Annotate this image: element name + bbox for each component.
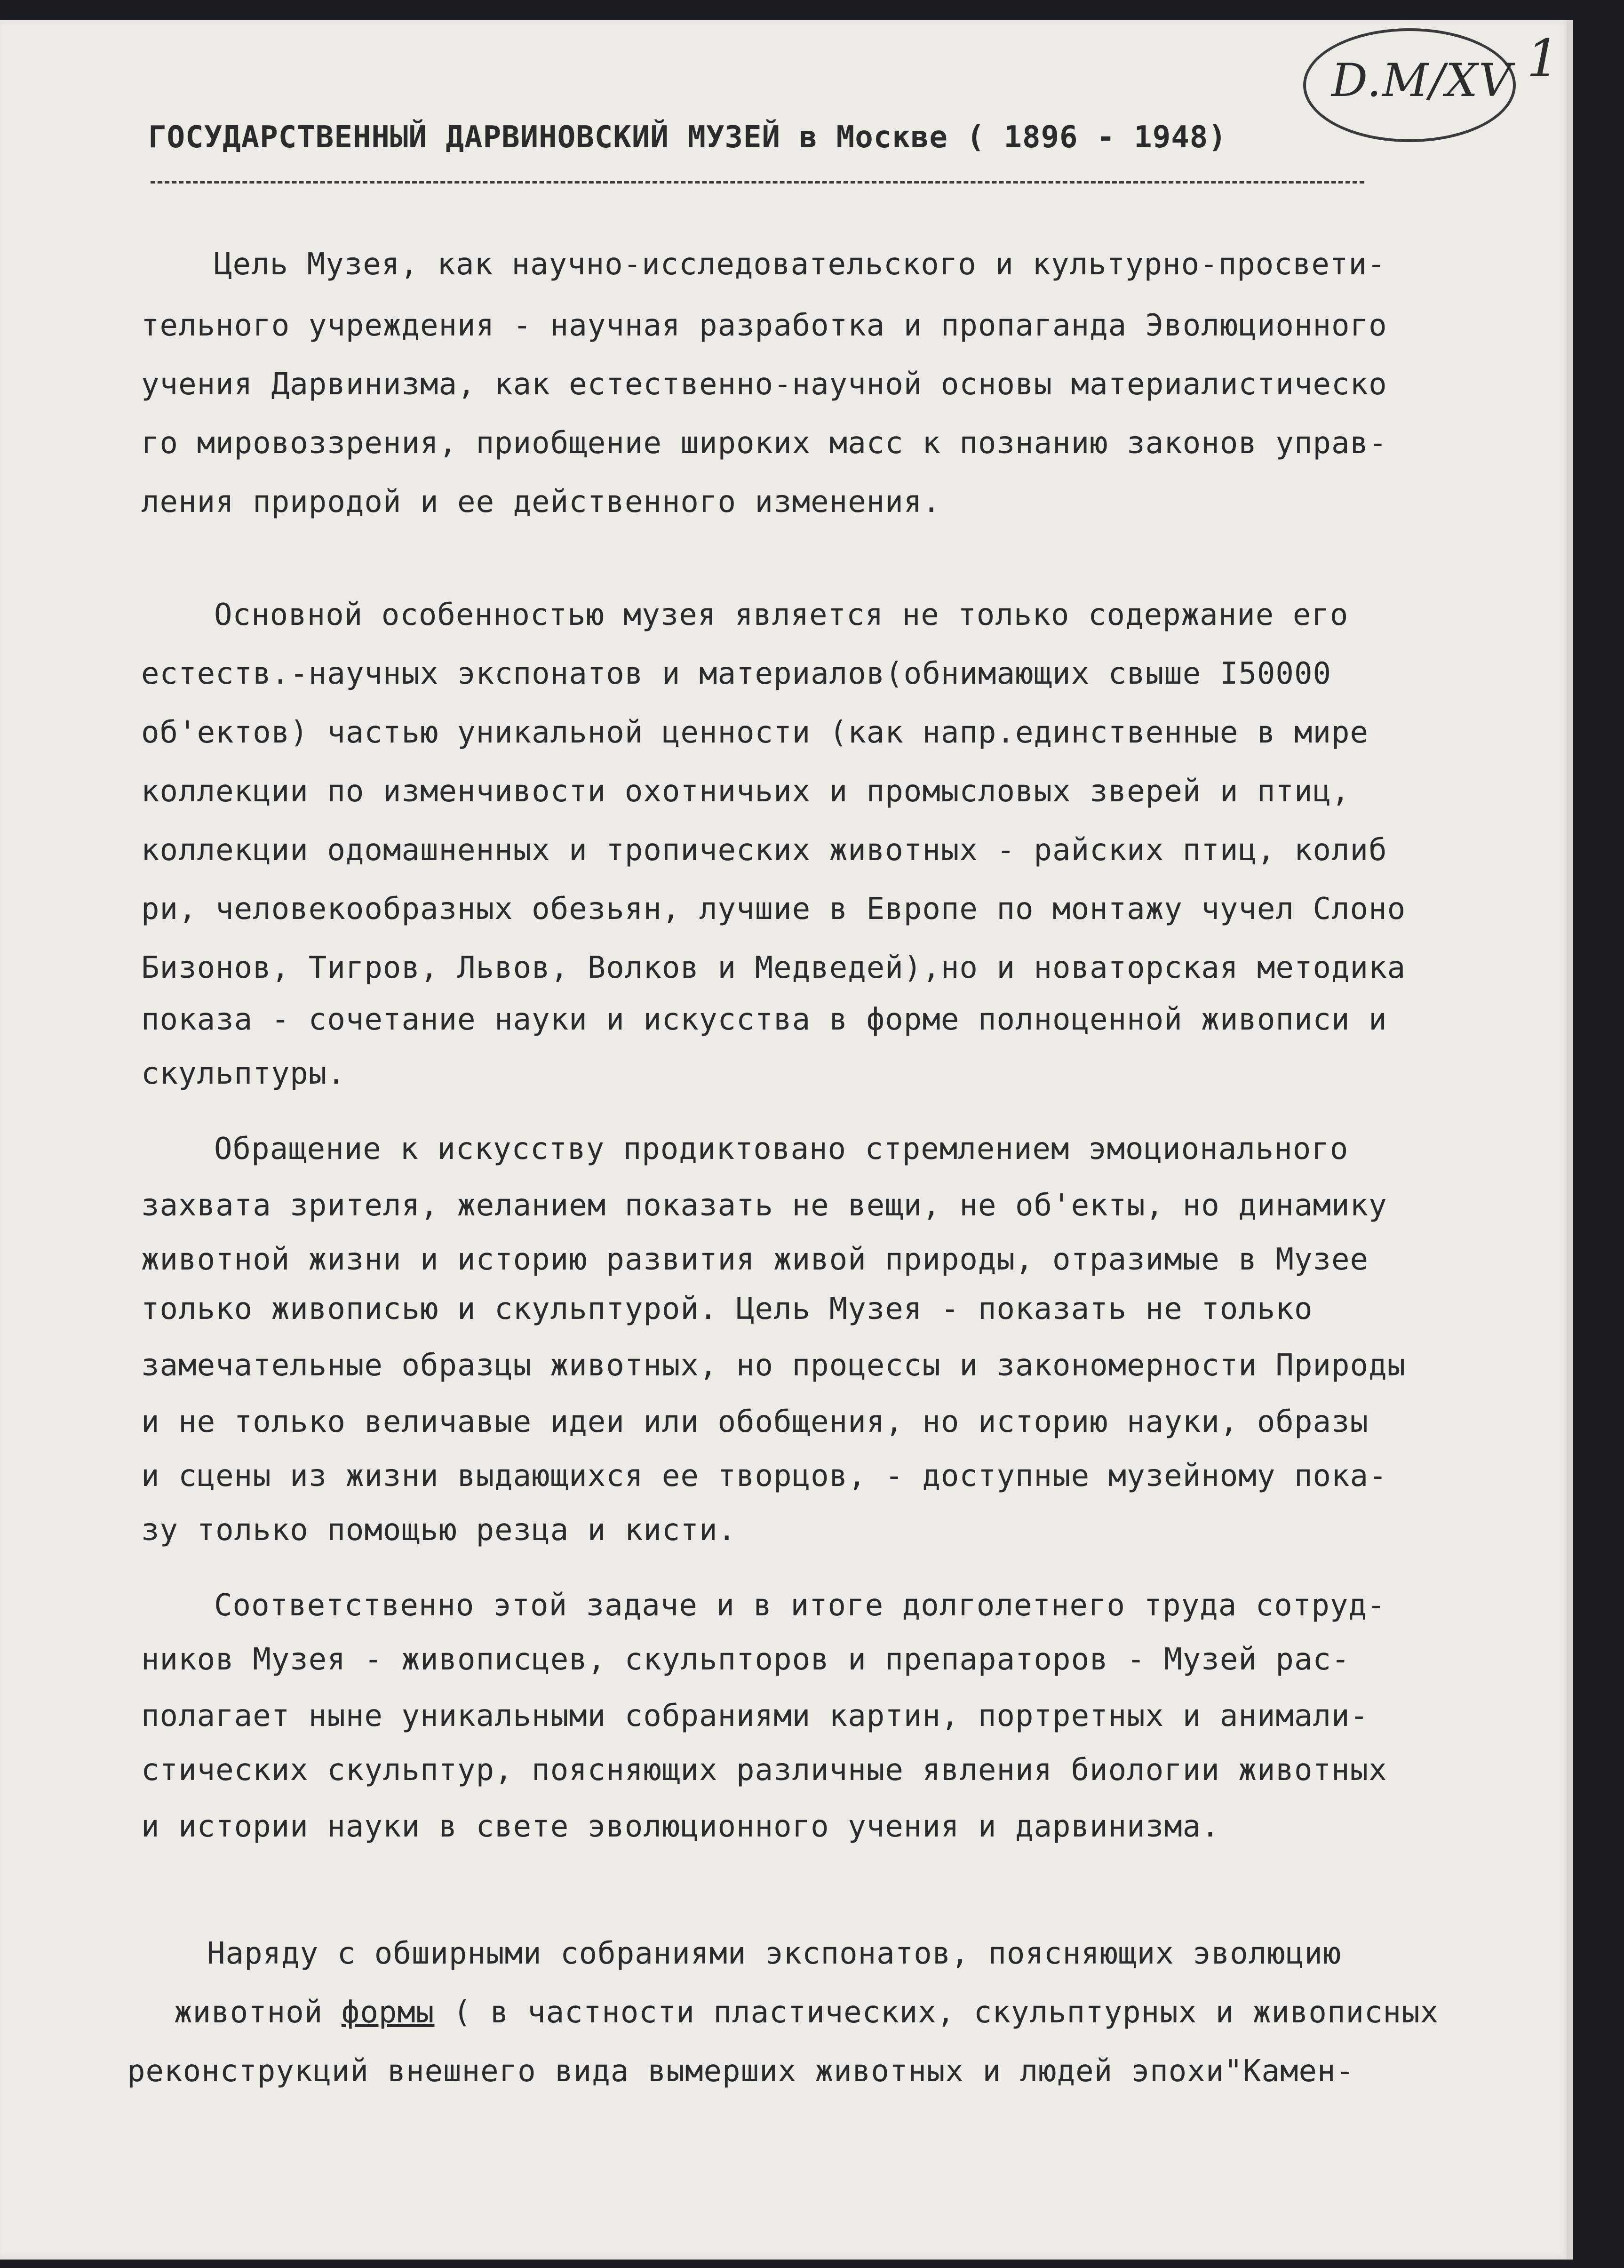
text-line: и истории науки в свете эволюционного учения и дарвинизма. [141,1809,1220,1844]
page-number: 1 [1527,28,1560,88]
text-line: ри, человекообразных обезьян, лучшие в Европе по монтажу чучел Слоно [141,892,1406,926]
text-line: показа - сочетание науки и искусства в форме полноценной живописи и [141,1002,1387,1037]
text-line: Основной особенностью музея является не только содержание его [214,598,1349,632]
text-line: зу только помощью резца и кисти. [141,1513,736,1548]
text-line: коллекции по изменчивости охотничьих и промысловых зверей и птиц, [141,774,1350,809]
text-line: животной жизни и историю развития живой природы, отразимые в Музее [141,1242,1369,1277]
text-line: ления природой и ее действенного изменения. [141,485,941,519]
text-line: реконструкций внешнего вида вымерших животных и людей эпохи"Камен- [127,2054,1355,2089]
text-line: и не только величавые идеи или обобщения, но историю науки, образы [141,1405,1369,1439]
text-line: Цель Музея, как научно-исследовательского и культурно-просвети- [214,247,1386,282]
document-title: ГОСУДАРСТВЕННЫЙ ДАРВИНОВСКИЙ МУЗЕЙ в Москве ( 1896 - 1948) [148,120,1227,155]
text-line: и сцены из жизни выдающихся ее творцов, - доступные музейному пока- [141,1459,1387,1493]
text-line: замечательные образцы животных, но процессы и закономерности Природы [141,1348,1406,1383]
text-line: естеств.-научных экспонатов и материалов(обнимающих свыше I50000 [141,656,1331,691]
text-line: Обращение к искусству продиктовано стремлением эмоционального [214,1132,1349,1166]
text-line: полагает ныне уникальными собраниями картин, портретных и анимали- [141,1699,1369,1733]
text-line: только живописью и скульптурой. Цель Музея - показать не только [141,1292,1313,1326]
text-line: скульптуры. [141,1056,346,1091]
text-line: ников Музея - живописцев, скульпторов и препараторов - Музей рас- [141,1642,1350,1677]
underlined-word: формы [341,1995,435,2030]
text-line: го мировоззрения, приобщение широких масс к познанию законов управ- [141,426,1387,461]
title-underline [151,181,1364,184]
text-line: коллекции одомашненных и тропических животных - райских птиц, колиб [141,833,1387,868]
text-line: об'ектов) частью уникальной ценности (как напр.единственные в мире [141,715,1369,750]
text-line: Наряду с обширными собраниями экспонатов, поясняющих эволюцию [207,1936,1342,1971]
text-line: тельного учреждения - научная разработка и пропаганда Эволюционного [141,308,1387,343]
text-line: стических скульптур, поясняющих различные явления биологии животных [141,1753,1387,1788]
text-line: захвата зрителя, желанием показать не вещи, не об'екты, но динамику [141,1188,1387,1223]
archive-mark-text: D.M/XV [1331,54,1513,107]
text-line: Бизонов, Тигров, Львов, Волков и Медведей),но и новаторская методика [141,950,1406,985]
text-segment: ( в частности пластических, скульптурных и живописных [434,1995,1439,2030]
text-line-with-underline [174,1995,1439,2030]
text-line: Соответственно этой задаче и в итоге долголетнего труда сотруд- [214,1588,1386,1623]
paper-edge [1567,20,1573,2260]
text-line: учения Дарвинизма, как естественно-научной основы материалистическо [141,367,1387,402]
text-segment: животной [174,1995,342,2030]
